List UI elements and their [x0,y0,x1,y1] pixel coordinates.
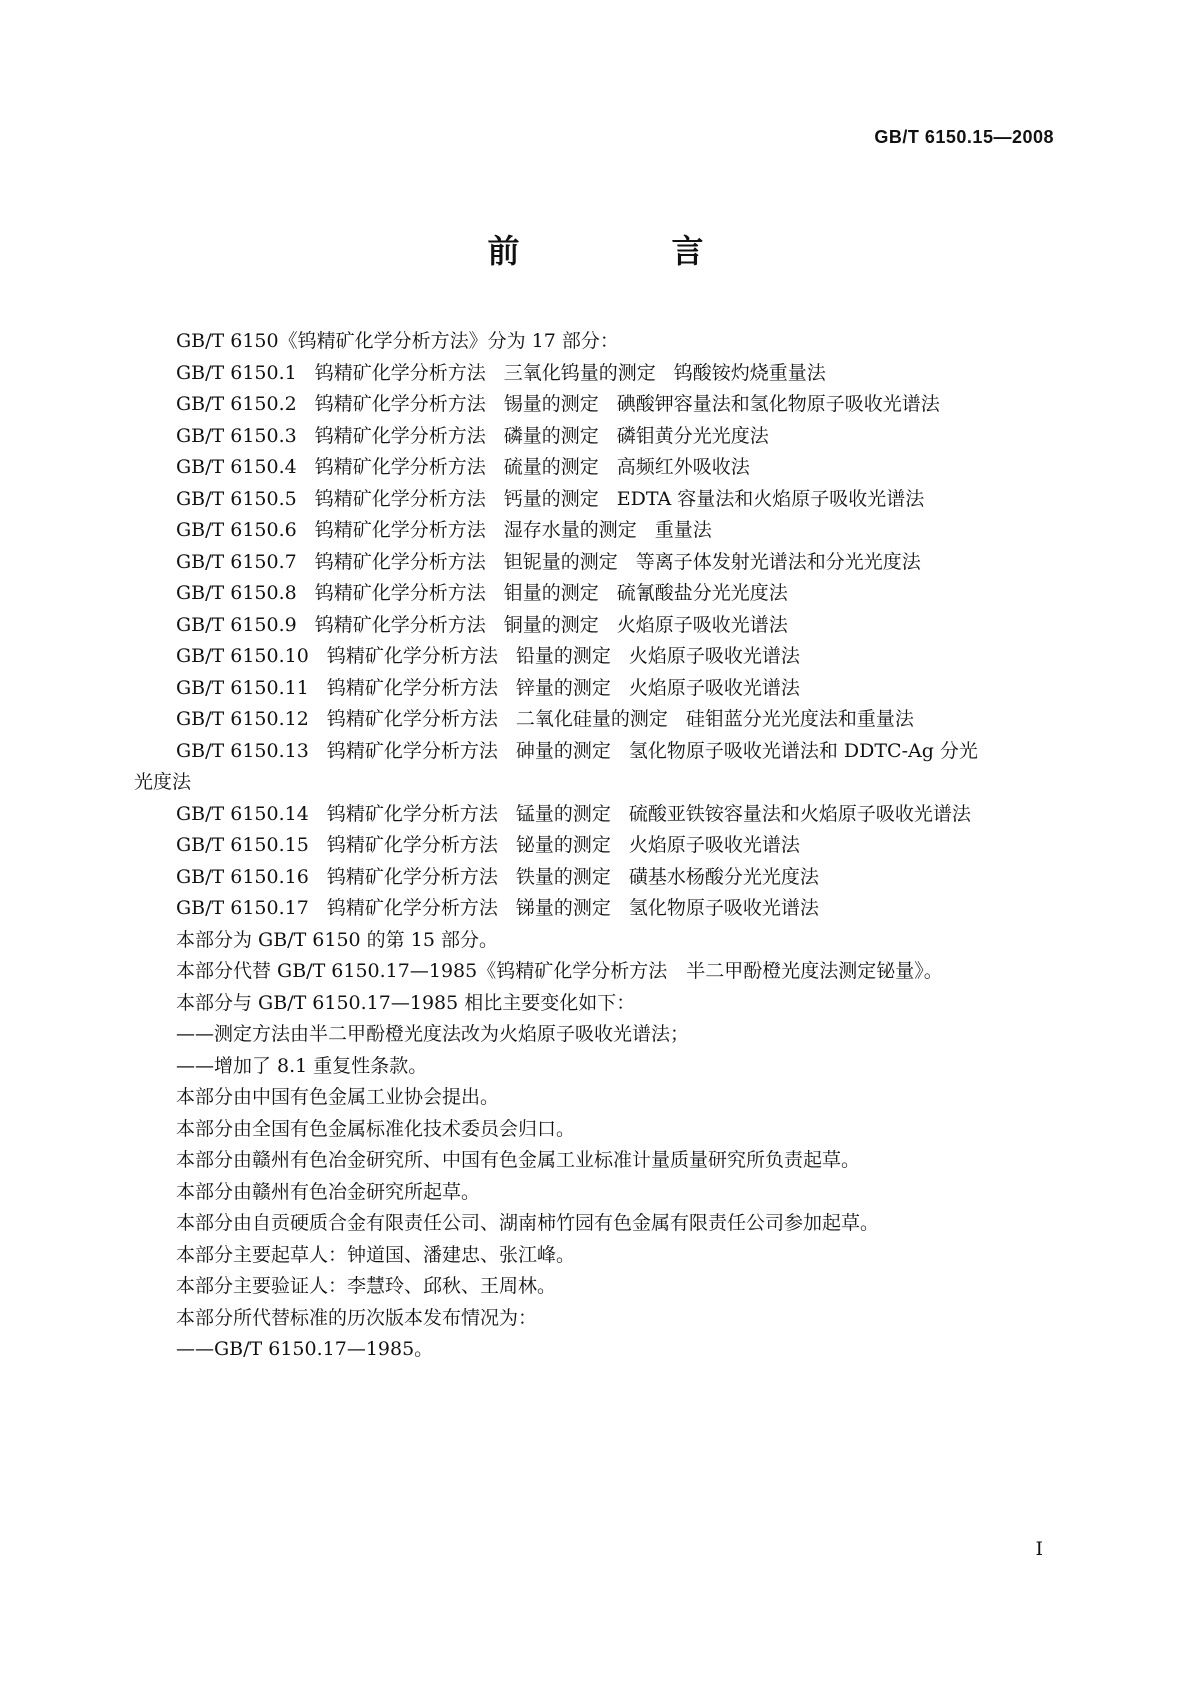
part-subject: 二氧化硅量的测定 [515,708,668,730]
part-series: 钨精矿化学分析方法 [314,582,486,604]
part-subject: 湿存水量的测定 [503,519,637,541]
part-method: 氢化物原子吸收光谱法 [628,897,819,919]
part-subject: 砷量的测定 [515,739,611,762]
paragraph: 本部分与 GB/T 6150.17—1985 相比主要变化如下： [176,991,636,1014]
part-series: 钨精矿化学分析方法 [326,865,498,888]
paragraph: 本部分由赣州有色冶金研究所、中国有色金属工业标准计量质量研究所负责起草。 [176,1149,861,1171]
part-method: 硫酸亚铁铵容量法和火焰原子吸收光谱法 [628,802,971,825]
part-number: GB/T 6150.16 [176,865,309,888]
part-subject: 铋量的测定 [515,834,611,856]
part-series: 钨精矿化学分析方法 [326,897,498,919]
part-subject: 钽铌量的测定 [503,550,618,573]
part-method: EDTA 容量法和火焰原子吸收光谱法 [616,487,925,510]
part-number: GB/T 6150.1 [176,361,297,384]
part-series: 钨精矿化学分析方法 [326,739,498,762]
part-series: 钨精矿化学分析方法 [326,834,498,856]
part-series: 钨精矿化学分析方法 [314,361,486,384]
part-series: 钨精矿化学分析方法 [314,550,486,573]
paragraph: 本部分由全国有色金属标准化技术委员会归口。 [176,1117,576,1140]
list-item [134,484,1054,516]
paragraph: ——测定方法由半二甲酚橙光度法改为火焰原子吸收光谱法； [176,1023,690,1045]
part-method: 火焰原子吸收光谱法 [628,834,800,856]
part-series: 钨精矿化学分析方法 [326,645,498,667]
part-series: 钨精矿化学分析方法 [314,456,486,478]
part-subject: 钼量的测定 [503,582,599,604]
list-item [134,830,1054,862]
part-number: GB/T 6150.2 [176,393,297,415]
part-number: GB/T 6150.14 [176,802,309,825]
part-number: GB/T 6150.3 [176,424,297,447]
paragraph: 本部分由自贡硬质合金有限责任公司、湖南柿竹园有色金属有限责任公司参加起草。 [176,1212,880,1234]
part-subject: 锑量的测定 [515,897,611,919]
part-method: 火焰原子吸收光谱法 [628,645,800,667]
part-subject: 锰量的测定 [515,802,611,825]
part-method: 等离子体发射光谱法和分光光度法 [635,550,921,573]
part-subject: 铜量的测定 [503,613,599,636]
part-subject: 锡量的测定 [503,393,599,415]
part-series: 钨精矿化学分析方法 [314,487,486,510]
list-item-continuation: 光度法 [134,771,192,793]
list-item [134,673,1054,705]
part-subject: 硫量的测定 [503,456,599,478]
part-number: GB/T 6150.17 [176,897,309,919]
intro-line: GB/T 6150《钨精矿化学分析方法》分为 17 部分： [176,330,619,352]
part-number: GB/T 6150.13 [176,739,309,762]
list-item [134,799,1054,831]
part-subject: 三氧化钨量的测定 [503,361,656,384]
part-series: 钨精矿化学分析方法 [326,676,498,699]
list-item [134,736,1054,768]
part-number: GB/T 6150.11 [176,676,309,699]
part-number: GB/T 6150.12 [176,708,309,730]
part-number: GB/T 6150.4 [176,456,297,478]
list-item [134,578,1054,610]
part-subject: 铁量的测定 [515,865,611,888]
paragraph: 本部分由赣州有色冶金研究所起草。 [176,1180,481,1203]
paragraph: 本部分为 GB/T 6150 的第 15 部分。 [176,928,498,951]
list-item [134,547,1054,579]
part-series: 钨精矿化学分析方法 [314,519,486,541]
part-series: 钨精矿化学分析方法 [314,424,486,447]
part-series: 钨精矿化学分析方法 [326,708,498,730]
paragraph: 本部分由中国有色金属工业协会提出。 [176,1086,500,1108]
part-series: 钨精矿化学分析方法 [314,613,486,636]
list-item [134,610,1054,642]
document-body [134,326,1054,1366]
list-item [134,515,1054,547]
part-method: 碘酸钾容量法和氢化物原子吸收光谱法 [616,393,940,415]
paragraph: 本部分所代替标准的历次版本发布情况为： [176,1306,538,1329]
part-subject: 铅量的测定 [515,645,611,667]
paragraph: ——GB/T 6150.17—1985。 [176,1338,434,1360]
list-item [134,641,1054,673]
part-number: GB/T 6150.5 [176,487,297,510]
part-method: 钨酸铵灼烧重量法 [673,361,826,384]
part-method: 磺基水杨酸分光光度法 [628,865,819,888]
part-number: GB/T 6150.7 [176,550,297,573]
part-method: 高频红外吸收法 [616,456,750,478]
part-number: GB/T 6150.15 [176,834,309,856]
page-title: 前 言 [487,232,764,270]
part-subject: 钙量的测定 [503,487,599,510]
part-subject: 锌量的测定 [515,676,611,699]
part-number: GB/T 6150.9 [176,613,297,636]
paragraph: 本部分主要验证人：李慧玲、邱秋、王周林。 [176,1275,557,1297]
part-number: GB/T 6150.6 [176,519,297,541]
part-method: 硅钼蓝分光光度法和重量法 [685,708,914,730]
list-item [134,452,1054,484]
parts-list [134,358,1054,925]
paragraph: 本部分主要起草人：钟道国、潘建忠、张江峰。 [176,1243,576,1266]
part-subject: 磷量的测定 [503,424,599,447]
part-method: 火焰原子吸收光谱法 [616,613,788,636]
list-item [134,704,1054,736]
list-item [134,421,1054,453]
paragraph: 本部分代替 GB/T 6150.17—1985《钨精矿化学分析方法 半二甲酚橙光度法测定铋量》。 [176,960,943,982]
part-series: 钨精矿化学分析方法 [314,393,486,415]
list-item [134,862,1054,894]
part-method: 磷钼黄分光光度法 [616,424,769,447]
list-item [134,358,1054,390]
part-number: GB/T 6150.8 [176,582,297,604]
part-method: 硫氰酸盐分光光度法 [616,582,788,604]
paragraph-list [134,925,1054,1366]
part-method: 氢化物原子吸收光谱法和 DDTC-Ag 分光 [628,739,978,762]
part-method: 重量法 [654,519,712,541]
part-number: GB/T 6150.10 [176,645,309,667]
page-number: Ⅰ [1035,1538,1043,1560]
list-item [134,389,1054,421]
paragraph: ——增加了 8.1 重复性条款。 [176,1054,428,1077]
standard-number: GB/T 6150.15—2008 [874,127,1054,147]
part-series: 钨精矿化学分析方法 [326,802,498,825]
part-method: 火焰原子吸收光谱法 [628,676,800,699]
list-item [134,893,1054,925]
